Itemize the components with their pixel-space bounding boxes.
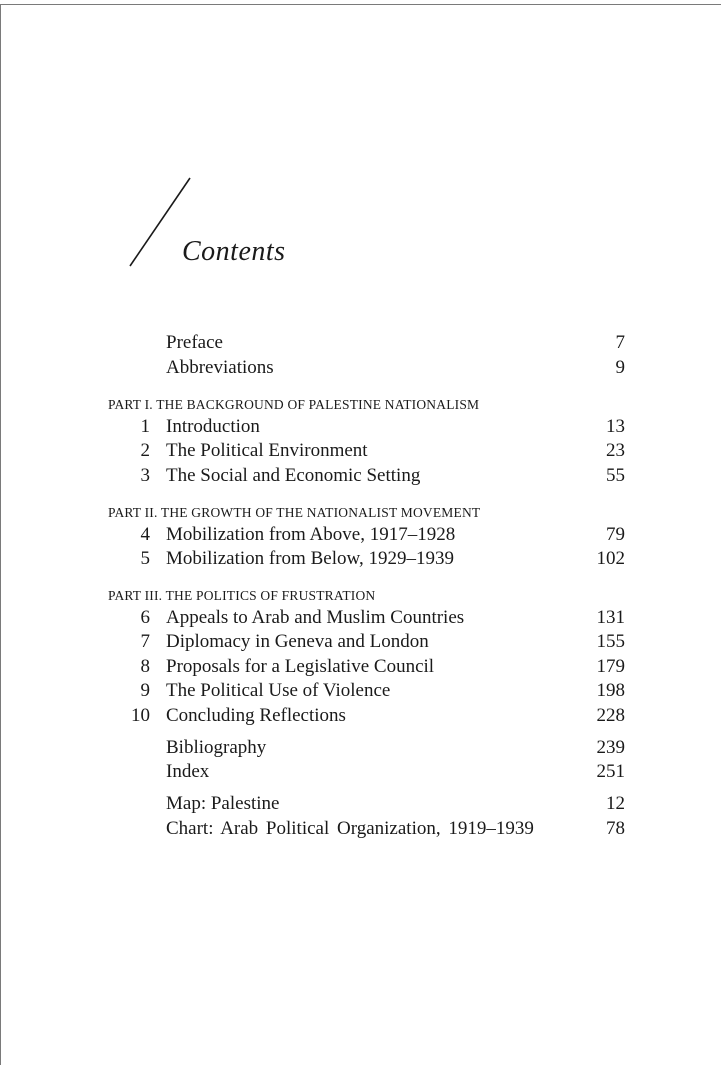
- entry-page: 228: [596, 705, 625, 726]
- entry-page: 12: [606, 793, 625, 814]
- entry-page: 7: [615, 332, 625, 353]
- entry-label: Concluding Reflections: [166, 705, 346, 726]
- entry-page: 13: [606, 416, 625, 437]
- page-title: Contents: [182, 236, 286, 267]
- entry-label: Bibliography: [166, 737, 267, 758]
- toc-entry-chapter-4[interactable]: [0, 523, 722, 547]
- chapter-number: 2: [140, 440, 150, 461]
- chapter-number: 8: [140, 656, 150, 677]
- chapter-number: 10: [131, 705, 150, 726]
- chapter-number: 9: [140, 680, 150, 701]
- entry-page: 251: [596, 761, 625, 782]
- entry-label: The Political Environment: [166, 440, 368, 461]
- toc-entry-chapter-10[interactable]: [0, 704, 722, 728]
- entry-page: 155: [596, 631, 625, 652]
- entry-page: 78: [606, 818, 625, 839]
- entry-page: 179: [596, 656, 625, 677]
- entry-label: Map: Palestine: [166, 793, 280, 814]
- entry-page: 239: [596, 737, 625, 758]
- toc-entry-chart[interactable]: [0, 817, 722, 841]
- toc-entry-index[interactable]: [0, 760, 722, 784]
- entry-page: 23: [606, 440, 625, 461]
- entry-page: 131: [596, 607, 625, 628]
- entry-page: 79: [606, 524, 625, 545]
- entry-label: Chart: Arab Political Organization, 1919–1939: [166, 818, 534, 839]
- part-heading-2: PART II. THE GROWTH OF THE NATIONALIST MOVEMENT: [108, 505, 481, 520]
- chapter-number: 6: [140, 607, 150, 628]
- entry-label: Introduction: [166, 416, 260, 437]
- entry-page: 55: [606, 465, 625, 486]
- toc-entry-preface[interactable]: [0, 331, 722, 355]
- toc-entry-abbreviations[interactable]: [0, 356, 722, 380]
- entry-label: Mobilization from Above, 1917–1928: [166, 524, 456, 545]
- entry-label: Mobilization from Below, 1929–1939: [166, 548, 454, 569]
- toc-entry-chapter-3[interactable]: [0, 464, 722, 488]
- toc-entry-chapter-9[interactable]: [0, 679, 722, 703]
- toc-entry-chapter-2[interactable]: [0, 439, 722, 463]
- entry-label: Preface: [166, 332, 223, 353]
- toc-entry-chapter-7[interactable]: [0, 630, 722, 654]
- toc-entry-chapter-1[interactable]: [0, 415, 722, 439]
- entry-label: Abbreviations: [166, 357, 274, 378]
- chapter-number: 3: [140, 465, 150, 486]
- entry-page: 198: [596, 680, 625, 701]
- chapter-number: 4: [140, 524, 150, 545]
- entry-label: Diplomacy in Geneva and London: [166, 631, 429, 652]
- entry-page: 9: [615, 357, 625, 378]
- toc-entry-chapter-5[interactable]: [0, 547, 722, 571]
- entry-label: Proposals for a Legislative Council: [166, 656, 435, 677]
- chapter-number: 7: [140, 631, 150, 652]
- entry-label: The Social and Economic Setting: [166, 465, 421, 486]
- chapter-number: 1: [140, 416, 150, 437]
- toc-entry-chapter-8[interactable]: [0, 655, 722, 679]
- part-heading-3: PART III. THE POLITICS OF FRUSTRATION: [108, 588, 376, 603]
- entry-label: The Political Use of Violence: [166, 680, 391, 701]
- entry-label: Appeals to Arab and Muslim Countries: [166, 607, 465, 628]
- part-heading-1: PART I. THE BACKGROUND OF PALESTINE NATIONALISM: [108, 397, 480, 412]
- toc-entry-map[interactable]: [0, 792, 722, 816]
- toc-entry-bibliography[interactable]: [0, 736, 722, 760]
- toc-entry-chapter-6[interactable]: [0, 606, 722, 630]
- entry-label: Index: [166, 761, 210, 782]
- entry-page: 102: [596, 548, 625, 569]
- chapter-number: 5: [140, 548, 150, 569]
